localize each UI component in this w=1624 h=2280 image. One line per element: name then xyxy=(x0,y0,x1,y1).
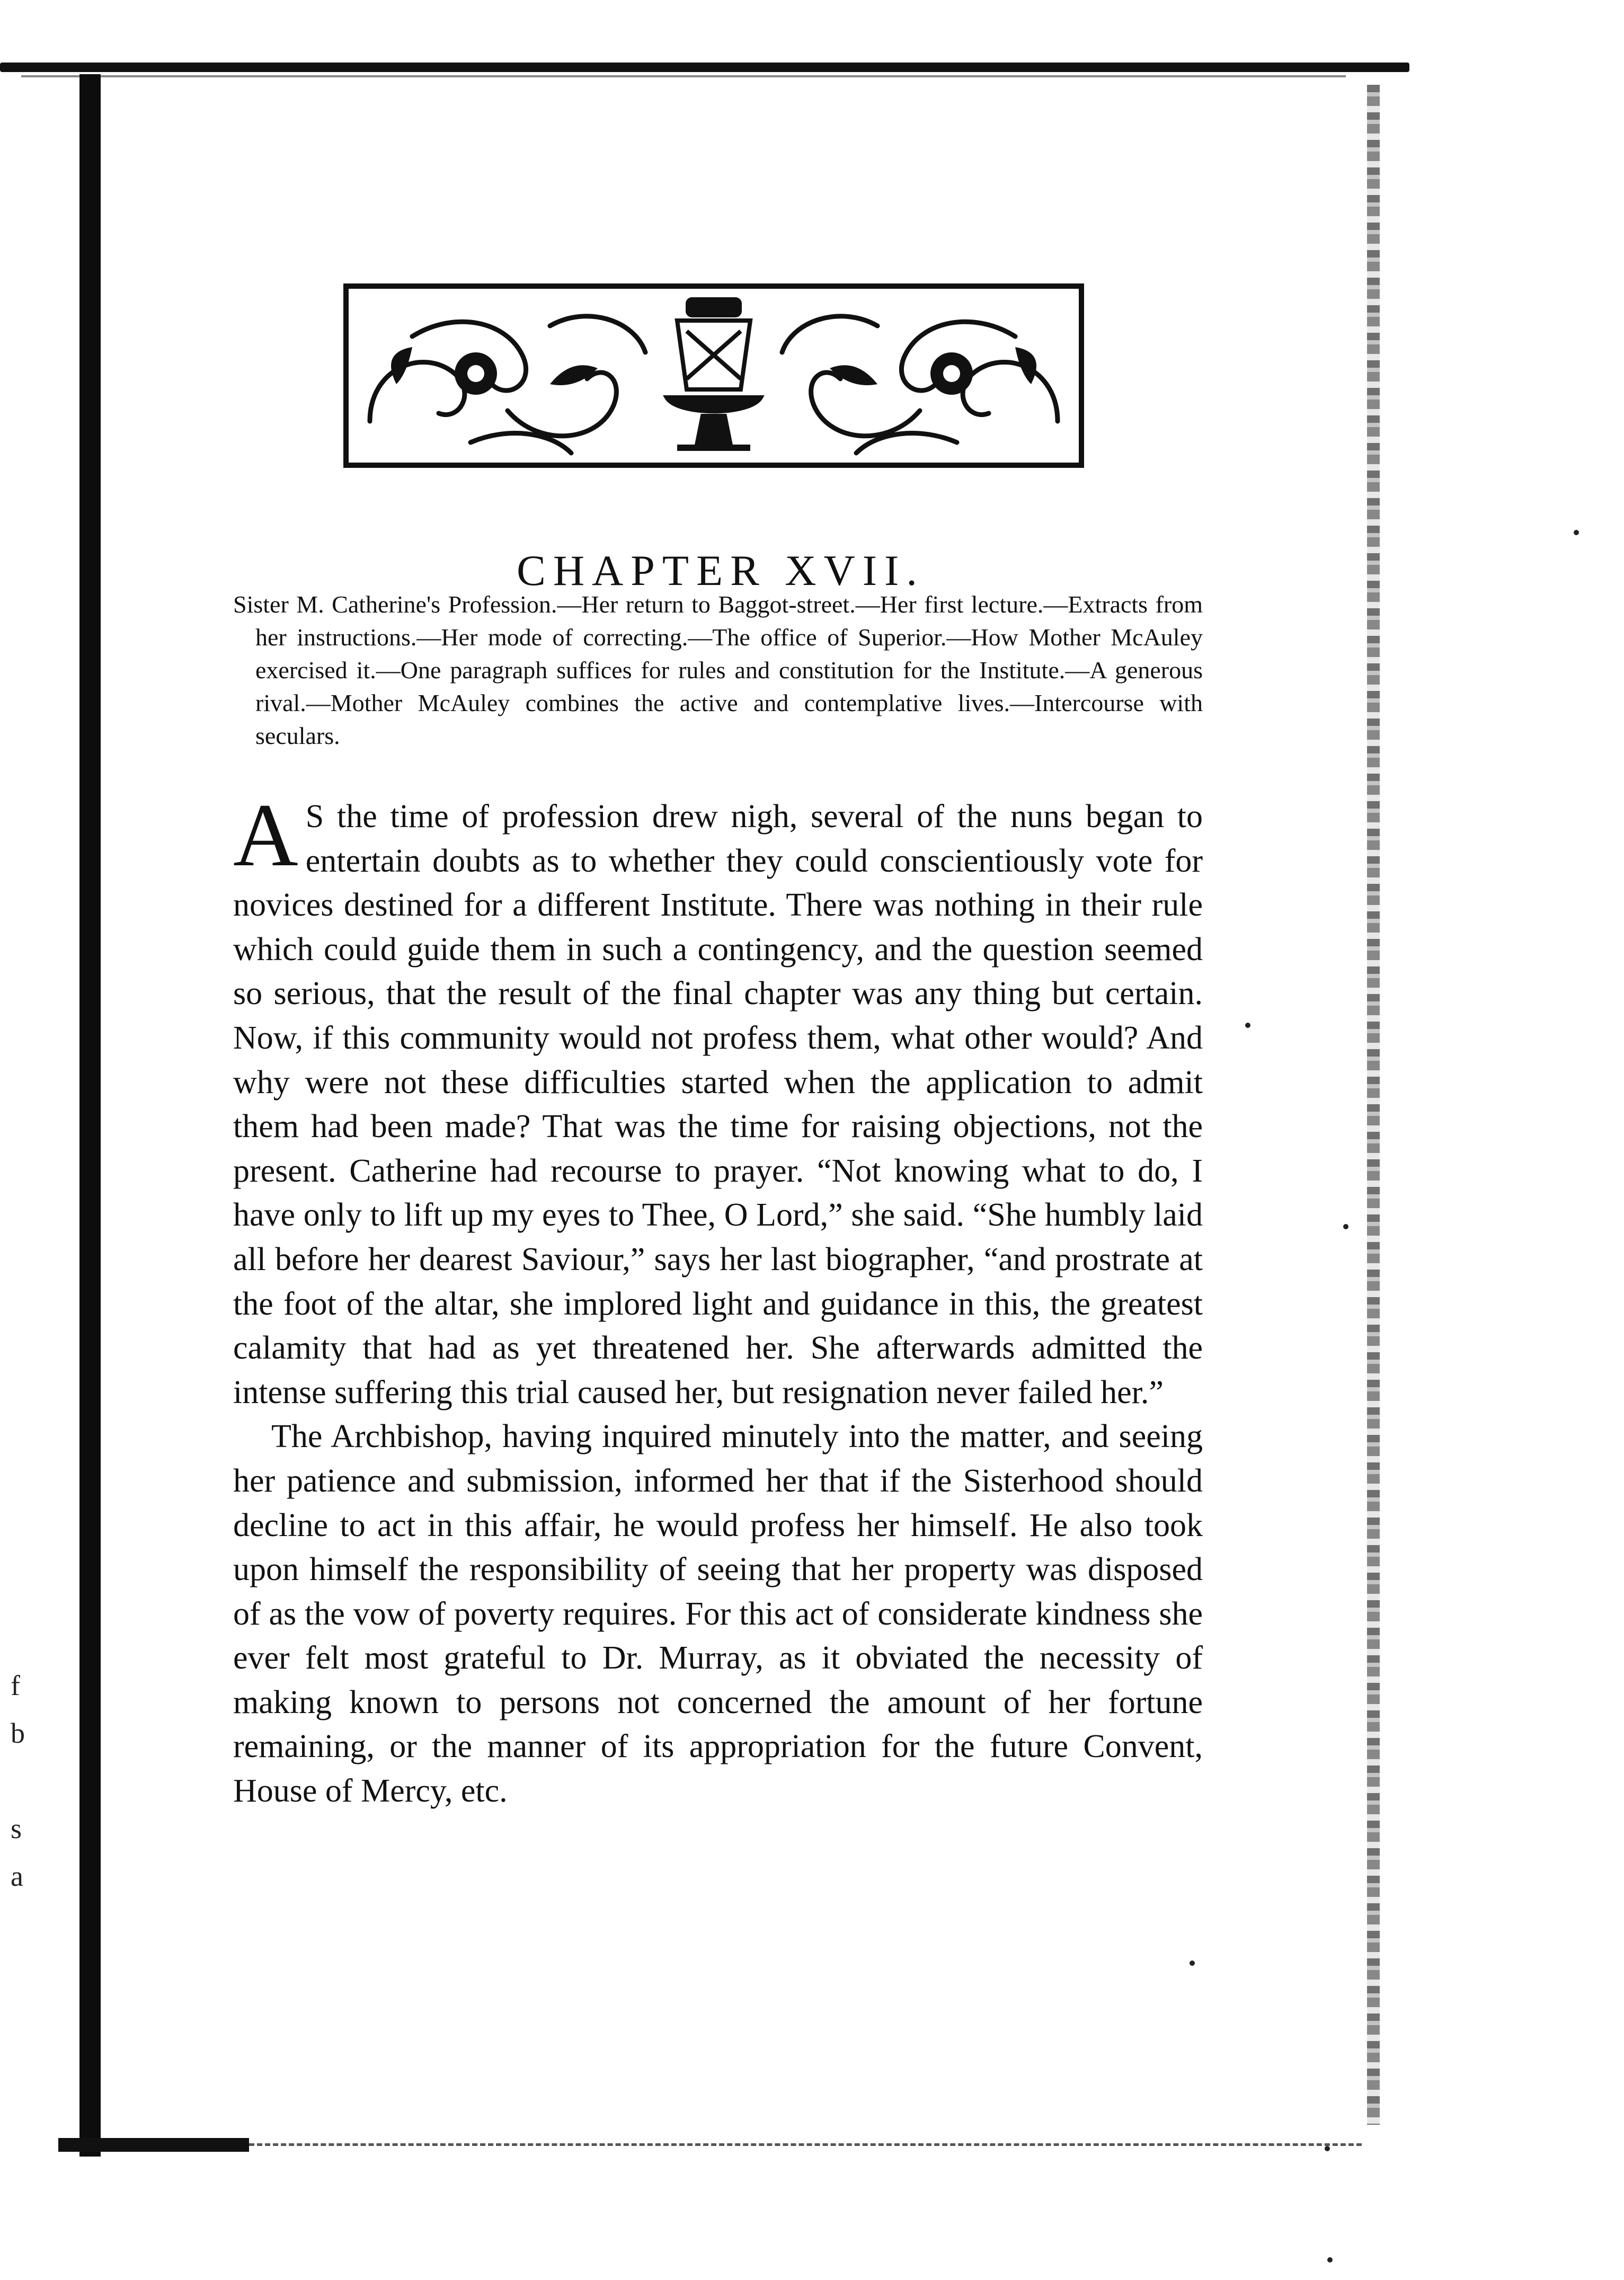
chapter-summary xyxy=(233,588,1203,752)
scan-speck xyxy=(1245,1023,1250,1028)
scan-speck xyxy=(1574,530,1579,535)
paragraph-text: S the time of profession drew nigh, several of the nuns began to entertain doubts as to whether they could conscientiously vote for novices destined for a different Institute. There was nothing in their rule which could guide them in such a contingency, and the question seemed so serious, that the result of the final chapter was any thing but certain. Now, if this community would not profess them, what other would? And why were not these difficulties started when the application to admit them had been made? That was the time for raising objections, not the present. Catherine had recourse to prayer. “Not knowing what to do, I have only to lift up my eyes to Thee, O Lord,” she said. “She humbly laid all before her dearest Saviour,” says her last biographer, “and prostrate at the foot of the altar, she implored light and guidance in this, the greatest calamity that had as yet threatened her. She afterwards admitted the intense suffering this trial caused her, but resignation never failed her.” xyxy=(233,799,1203,1410)
margin-fragment: b xyxy=(11,1717,25,1749)
margin-fragment: f xyxy=(11,1670,20,1701)
top-border-rule-thin xyxy=(21,75,1346,77)
chapter-summary-text: Sister M. Catherine's Profession.—Her return to Baggot-street.—Her first lecture.—Extracts from her instructions.—Her mode of correcting.—The office of Superior.—How Mother McAuley exercised it.—One paragraph suffices for rules and constitution for the Institute.—A generous rival.—Mother McAuley combines the active and contemplative lives.—Intercourse with seculars. xyxy=(233,591,1203,749)
right-page-edge xyxy=(1367,85,1380,2125)
chapter-body xyxy=(233,785,1203,1814)
margin-fragment: a xyxy=(11,1860,23,1892)
scan-speck xyxy=(1325,2146,1330,2151)
ornamental-headpiece xyxy=(343,283,1084,468)
scan-speck xyxy=(1190,1960,1195,1966)
chapter-title: CHAPTER XVII. xyxy=(517,546,925,595)
foliage-ornament-icon xyxy=(349,289,1079,463)
paragraph: The Archbishop, having inquired minutely into the matter, and seeing her patience and submission, informed her that if the Sisterhood should decline to act in this affair, he would profess her himself. He also took upon himself the responsibility of seeing that her property was disposed of as the vow of poverty requires. For this act of considerate kindness she ever felt most grateful to Dr. Murray, as it obviated the necessity of making known to persons not concerned the amount of her fortune remaining, or the manner of its appropriation for the future Convent, House of Mercy, etc. xyxy=(233,1418,1203,1809)
bottom-dashed-rule xyxy=(249,2143,1362,2146)
margin-fragment: s xyxy=(11,1813,22,1844)
top-border-rule xyxy=(0,63,1409,72)
bottom-border-rule xyxy=(58,2138,249,2152)
left-binding-edge xyxy=(79,74,101,2157)
drop-cap: A xyxy=(233,785,298,885)
scan-speck xyxy=(1327,2257,1333,2263)
paragraph xyxy=(233,785,1203,1415)
scan-speck xyxy=(1343,1224,1348,1229)
